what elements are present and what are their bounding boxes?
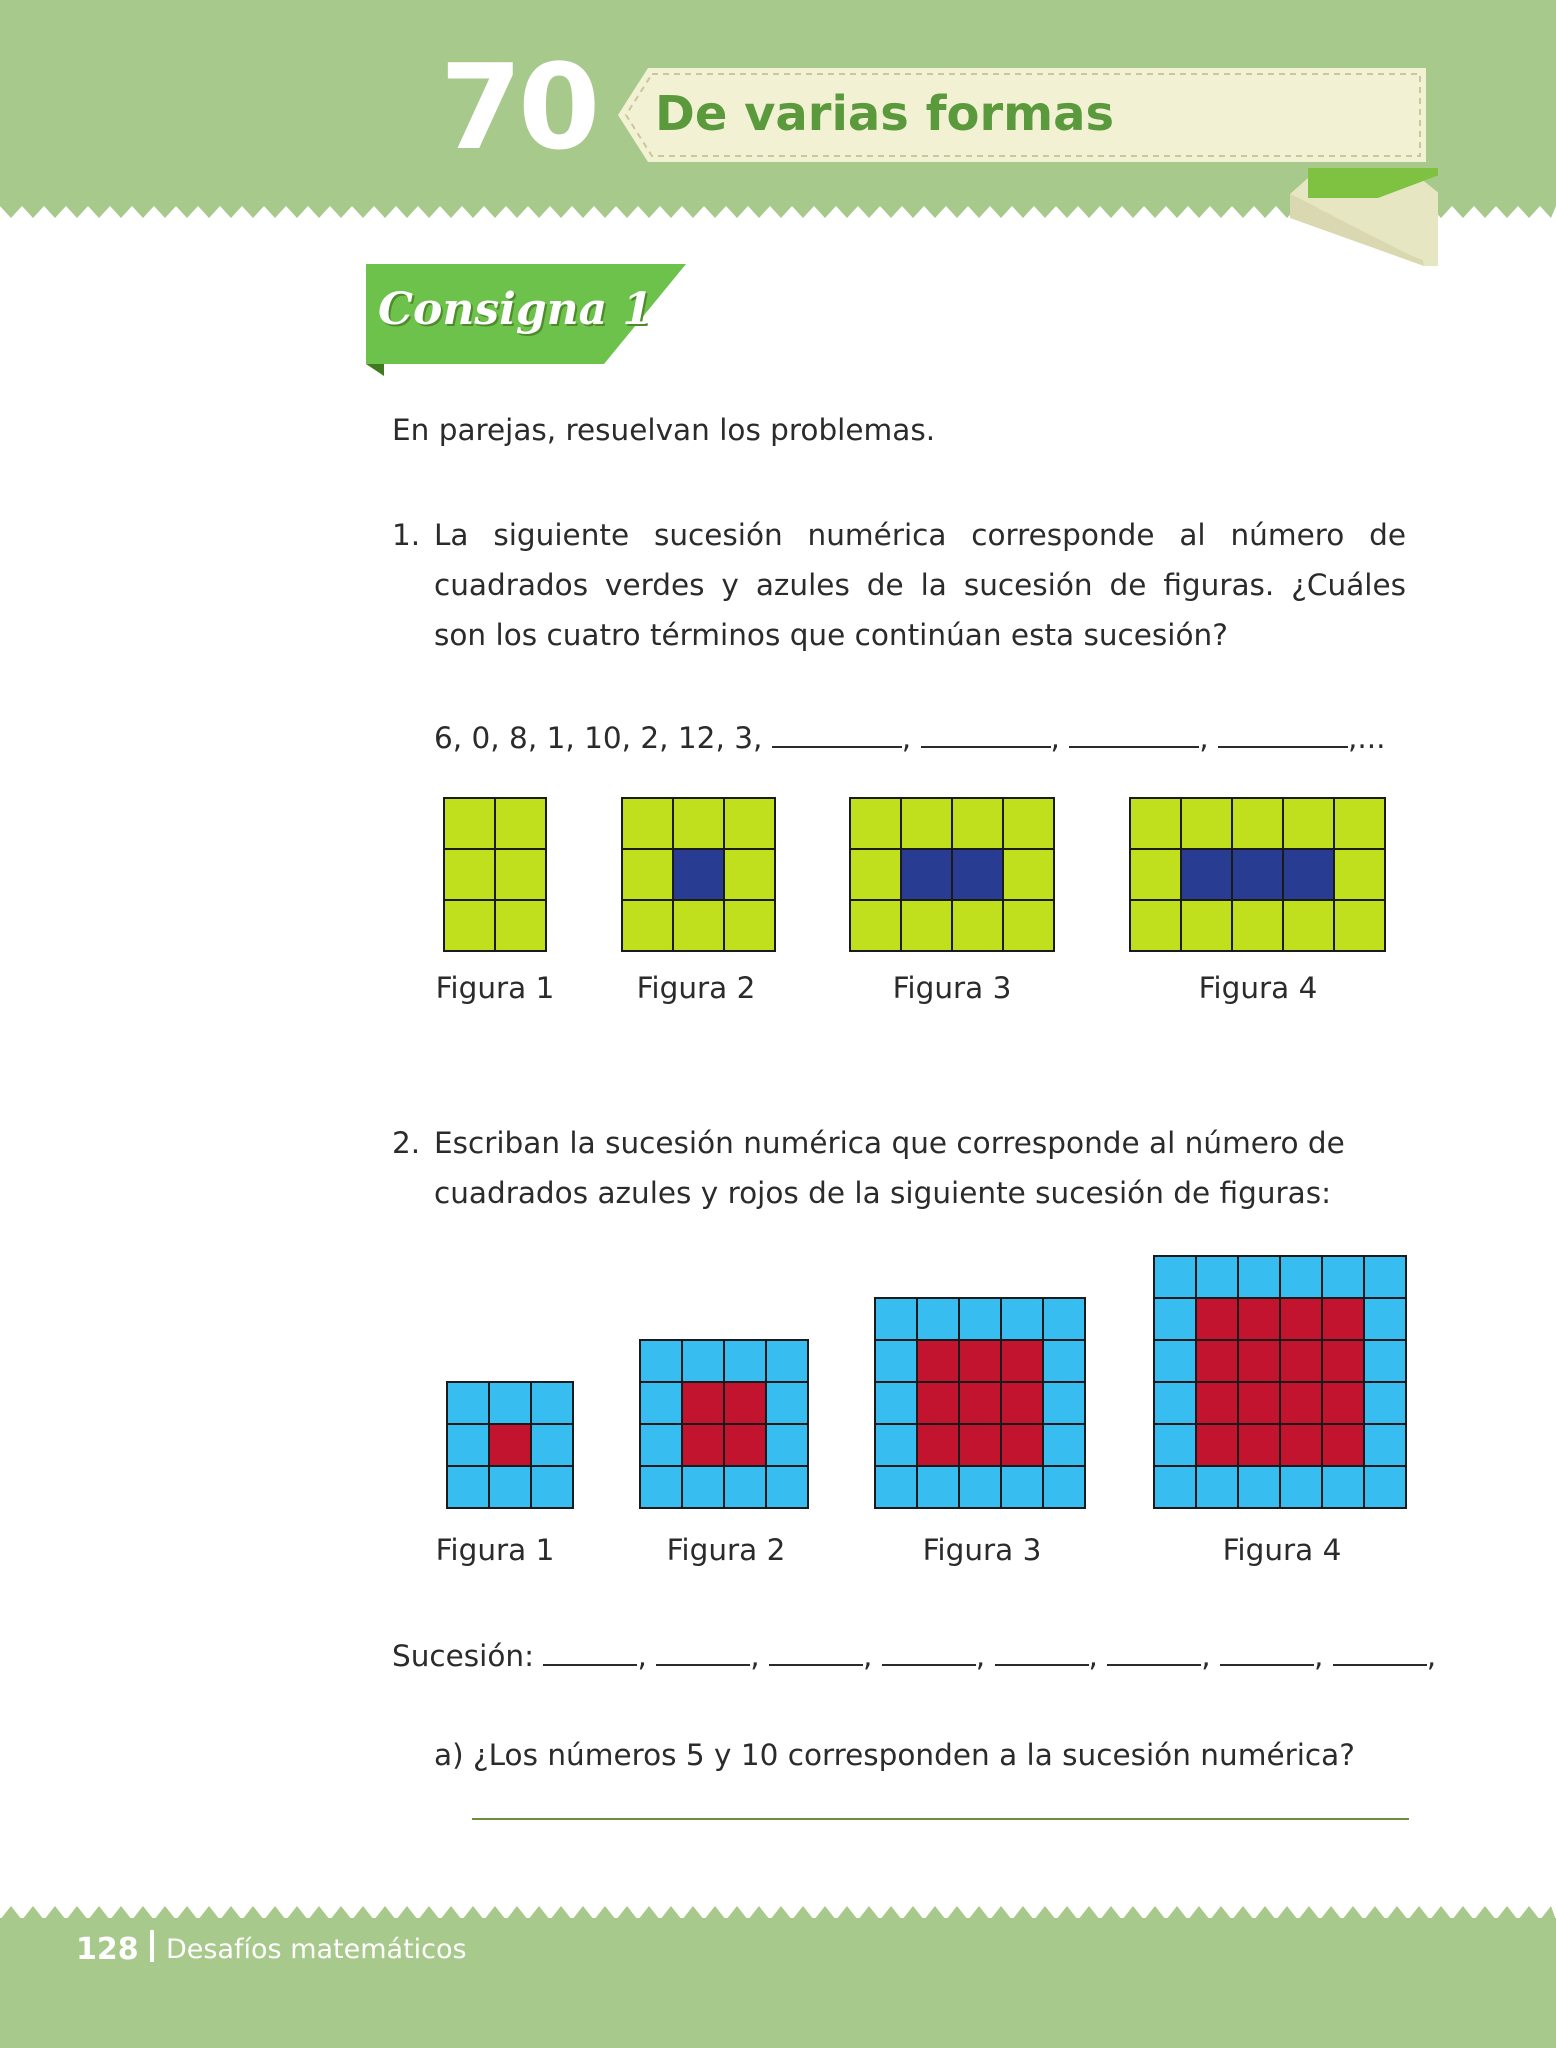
- grid-cell-outer: [766, 1382, 808, 1424]
- footer-separator: [150, 1930, 154, 1962]
- lesson-number: 70: [440, 38, 597, 176]
- grid-cell-outer: [531, 1424, 573, 1466]
- grid-cell-outer: [489, 1466, 531, 1508]
- grid-cell-outer: [1238, 1256, 1280, 1298]
- grid-cell-outer: [875, 1340, 917, 1382]
- grid-cell-outer: [1280, 1256, 1322, 1298]
- grid-cell-outer: [1043, 1466, 1085, 1508]
- grid-cell-outer: [1322, 1256, 1364, 1298]
- grid-cell-outer: [1154, 1424, 1196, 1466]
- grid-cell-outer: [917, 1298, 959, 1340]
- problem-2-figure-3-grid: [875, 1298, 1085, 1508]
- grid-cell-inner: [1001, 1424, 1043, 1466]
- sequence-given-terms: 6, 0, 8, 1, 10, 2, 12, 3,: [434, 721, 763, 755]
- answer-blank[interactable]: [656, 1630, 750, 1666]
- instruction-text: En parejas, resuelvan los problemas.: [392, 413, 936, 447]
- grid-cell-outer: [1154, 1256, 1196, 1298]
- problem-1-number: 1.: [392, 518, 421, 552]
- grid-cell-outer: [766, 1424, 808, 1466]
- grid-cell-inner: [1196, 1382, 1238, 1424]
- grid-cell-outer: [766, 1340, 808, 1382]
- grid-cell-outer: [1154, 1466, 1196, 1508]
- grid-cell-outer: [682, 1340, 724, 1382]
- grid-cell-inner: [1001, 1382, 1043, 1424]
- grid-cell-outer: [531, 1466, 573, 1508]
- grid-cell-outer: [447, 1382, 489, 1424]
- problem-2-figure-4-label: Figura 4: [1222, 1533, 1342, 1567]
- answer-blank[interactable]: [995, 1630, 1089, 1666]
- problem-1-figure-2-label: Figura 2: [636, 971, 756, 1005]
- grid-cell-outer: [1196, 1256, 1238, 1298]
- grid-cell-inner: [917, 1424, 959, 1466]
- grid-cell-outer: [447, 1466, 489, 1508]
- grid-cell-outer: [959, 1298, 1001, 1340]
- grid-cell-outer: [875, 1466, 917, 1508]
- grid-cell-inner: [1322, 1298, 1364, 1340]
- grid-cell-inner: [1280, 1298, 1322, 1340]
- answer-blank[interactable]: [882, 1630, 976, 1666]
- grid-cell-outer: [1001, 1298, 1043, 1340]
- problem-1-figure-4-label: Figura 4: [1198, 971, 1318, 1005]
- grid-cell-inner: [682, 1382, 724, 1424]
- problem-2-text-line-2: cuadrados azules y rojos de la siguiente sucesión de figuras:: [434, 1176, 1332, 1210]
- grid-cell-inner: [1196, 1424, 1238, 1466]
- problem-2-figure-2-label: Figura 2: [666, 1533, 786, 1567]
- problem-1-text-line-2: cuadrados verdes y azules de la sucesión de figuras. ¿Cuáles: [434, 568, 1406, 602]
- grid-cell-inner: [724, 1424, 766, 1466]
- grid-cell-outer: [917, 1466, 959, 1508]
- grid-cell-outer: [682, 1466, 724, 1508]
- sequence-ellipsis: ,...: [1348, 721, 1386, 755]
- problem-2-figure-1-grid: [447, 1382, 573, 1508]
- problem-2-figure-2-grid: [640, 1340, 808, 1508]
- problem-2-number: 2.: [392, 1126, 421, 1160]
- grid-cell-outer: [1043, 1382, 1085, 1424]
- consigna-label: Consigna 1: [378, 284, 654, 335]
- grid-cell-outer: [1364, 1466, 1406, 1508]
- grid-cell-outer: [1043, 1424, 1085, 1466]
- answer-blank[interactable]: [1220, 1630, 1314, 1666]
- grid-cell-inner: [724, 1382, 766, 1424]
- grid-cell-outer: [1154, 1298, 1196, 1340]
- question-a-text: a) ¿Los números 5 y 10 corresponden a la sucesión numérica?: [434, 1738, 1355, 1772]
- grid-cell-outer: [640, 1382, 682, 1424]
- grid-cell-inner: [917, 1340, 959, 1382]
- grid-cell-outer: [640, 1340, 682, 1382]
- grid-cell-outer: [766, 1466, 808, 1508]
- grid-cell-outer: [1043, 1298, 1085, 1340]
- lesson-title: De varias formas: [655, 86, 1115, 142]
- grid-cell-outer: [1364, 1298, 1406, 1340]
- grid-cell-inner: [1196, 1340, 1238, 1382]
- grid-cell-inner: [1322, 1340, 1364, 1382]
- book-title: Desafíos matemáticos: [166, 1934, 467, 1965]
- grid-cell-outer: [724, 1466, 766, 1508]
- grid-cell-outer: [1364, 1424, 1406, 1466]
- problem-1-sequence: 6, 0, 8, 1, 10, 2, 12, 3, , , , ,...: [434, 712, 1386, 763]
- answer-blank[interactable]: [1333, 1630, 1427, 1666]
- grid-cell-outer: [1322, 1466, 1364, 1508]
- grid-cell-inner: [1280, 1382, 1322, 1424]
- answer-blank[interactable]: [1107, 1630, 1201, 1666]
- problem-2-text-line-1: Escriban la sucesión numérica que corresponde al número de: [434, 1126, 1345, 1160]
- grid-cell-inner: [1238, 1298, 1280, 1340]
- grid-cell-inner: [1001, 1340, 1043, 1382]
- grid-cell-inner: [959, 1340, 1001, 1382]
- grid-cell-outer: [1154, 1340, 1196, 1382]
- grid-cell-outer: [1001, 1466, 1043, 1508]
- grid-cell-inner: [1238, 1424, 1280, 1466]
- grid-cell-outer: [531, 1382, 573, 1424]
- grid-cell-inner: [1280, 1424, 1322, 1466]
- answer-blank[interactable]: [769, 1630, 863, 1666]
- problem-1-text-line-3: son los cuatro términos que continúan esta sucesión?: [434, 618, 1228, 652]
- grid-cell-outer: [724, 1340, 766, 1382]
- grid-cell-outer: [1364, 1382, 1406, 1424]
- grid-cell-outer: [489, 1382, 531, 1424]
- grid-cell-inner: [1196, 1298, 1238, 1340]
- grid-cell-outer: [1196, 1466, 1238, 1508]
- grid-cell-inner: [959, 1382, 1001, 1424]
- grid-cell-outer: [640, 1466, 682, 1508]
- grid-cell-outer: [959, 1466, 1001, 1508]
- question-a-answer-line[interactable]: [472, 1818, 1409, 1820]
- problem-2-figure-3-label: Figura 3: [922, 1533, 1042, 1567]
- grid-cell-inner: [1238, 1340, 1280, 1382]
- grid-cell-outer: [875, 1382, 917, 1424]
- grid-cell-inner: [682, 1424, 724, 1466]
- grid-cell-outer: [640, 1424, 682, 1466]
- grid-cell-inner: [1238, 1382, 1280, 1424]
- grid-cell-outer: [1043, 1340, 1085, 1382]
- grid-cell-inner: [917, 1382, 959, 1424]
- answer-blank[interactable]: [543, 1630, 637, 1666]
- grid-cell-outer: [1154, 1382, 1196, 1424]
- page-number: 128: [76, 1932, 139, 1967]
- grid-cell-outer: [447, 1424, 489, 1466]
- sequence-answer-row: Sucesión: , , , , , , , ,: [392, 1630, 1436, 1681]
- grid-cell-inner: [1322, 1382, 1364, 1424]
- problem-2-figure-4-grid: [1154, 1256, 1406, 1508]
- problem-1-figure-1-label: Figura 1: [435, 971, 555, 1005]
- grid-cell-inner: [489, 1424, 531, 1466]
- grid-cell-inner: [1280, 1340, 1322, 1382]
- sequence-label: Sucesión:: [392, 1639, 535, 1673]
- grid-cell-outer: [1238, 1466, 1280, 1508]
- problem-1-figure-3-label: Figura 3: [892, 971, 1012, 1005]
- problem-1-text-line-1: La siguiente sucesión numérica corresponde al número de: [434, 518, 1406, 552]
- grid-cell-inner: [959, 1424, 1001, 1466]
- grid-cell-inner: [1322, 1424, 1364, 1466]
- grid-cell-outer: [1364, 1256, 1406, 1298]
- grid-cell-outer: [875, 1424, 917, 1466]
- grid-cell-outer: [1280, 1466, 1322, 1508]
- grid-cell-outer: [875, 1298, 917, 1340]
- grid-cell-outer: [1364, 1340, 1406, 1382]
- problem-2-figure-1-label: Figura 1: [435, 1533, 555, 1567]
